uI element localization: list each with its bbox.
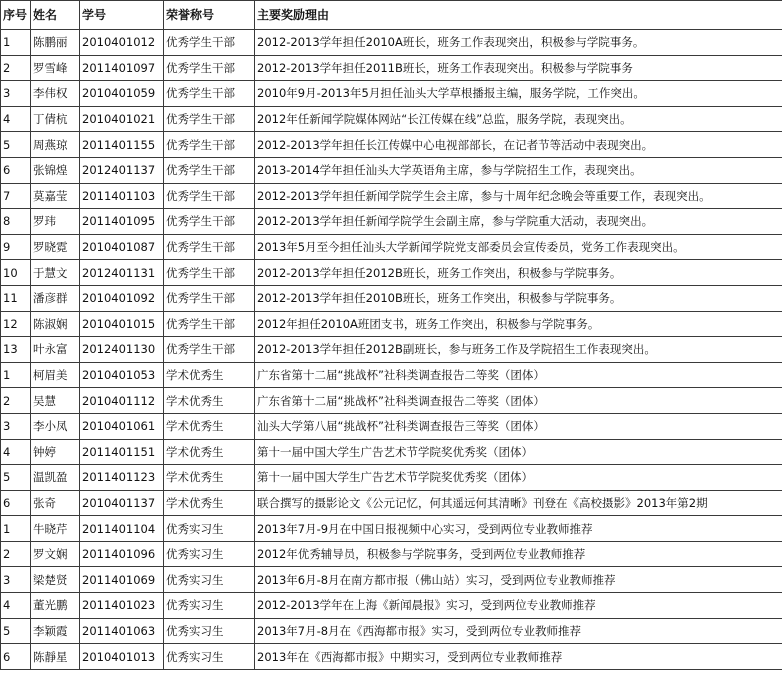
cell-honor-title[interactable]: 优秀学生干部 (164, 260, 255, 286)
cell-award-reason[interactable]: 第十一届中国大学生广告艺术节学院奖优秀奖（团体） (255, 439, 782, 465)
cell-serial-number[interactable]: 5 (1, 132, 31, 158)
cell-student-id[interactable]: 2011401151 (80, 439, 164, 465)
cell-honor-title[interactable]: 优秀学生干部 (164, 183, 255, 209)
cell-honor-title[interactable]: 优秀学生干部 (164, 30, 255, 56)
table-row (1, 618, 782, 644)
cell-name[interactable]: 牛晓芹 (31, 516, 80, 542)
cell-award-reason[interactable]: 2012-2013学年担任2012B班长，班务工作突出，积极参与学院事务。 (255, 260, 782, 286)
cell-student-id[interactable]: 2010401092 (80, 285, 164, 311)
cell-award-reason[interactable]: 2012-2013学年担任新闻学院学生会副主席，参与学院重大活动，表现突出。 (255, 209, 782, 235)
cell-award-reason[interactable]: 广东省第十二届“挑战杯”社科类调查报告二等奖（团体） (255, 388, 782, 414)
cell-serial-number[interactable]: 12 (1, 311, 31, 337)
cell-honor-title[interactable]: 优秀学生干部 (164, 106, 255, 132)
cell-student-id[interactable]: 2011401155 (80, 132, 164, 158)
cell-honor-title[interactable]: 学术优秀生 (164, 490, 255, 516)
cell-honor-title[interactable]: 学术优秀生 (164, 465, 255, 491)
cell-serial-number[interactable]: 3 (1, 81, 31, 107)
header-award-reason[interactable]: 主要奖励理由 (255, 1, 782, 30)
cell-name[interactable]: 董光鹏 (31, 593, 80, 619)
cell-name[interactable]: 罗文娴 (31, 541, 80, 567)
cell-award-reason[interactable]: 汕头大学第八届“挑战杯”社科类调查报告三等奖（团体） (255, 413, 782, 439)
cell-serial-number[interactable]: 2 (1, 388, 31, 414)
cell-student-id[interactable]: 2012401137 (80, 157, 164, 183)
cell-serial-number[interactable]: 6 (1, 157, 31, 183)
table-row (1, 132, 782, 158)
table-row (1, 209, 782, 235)
table-row (1, 413, 782, 439)
cell-honor-title[interactable]: 优秀学生干部 (164, 285, 255, 311)
cell-honor-title[interactable]: 优秀实习生 (164, 567, 255, 593)
cell-honor-title[interactable]: 学术优秀生 (164, 362, 255, 388)
cell-serial-number[interactable]: 3 (1, 413, 31, 439)
cell-student-id[interactable]: 2011401104 (80, 516, 164, 542)
cell-name[interactable]: 于慧文 (31, 260, 80, 286)
cell-honor-title[interactable]: 优秀学生干部 (164, 234, 255, 260)
cell-award-reason[interactable]: 广东省第十二届“挑战杯”社科类调查报告二等奖（团体） (255, 362, 782, 388)
cell-serial-number[interactable]: 11 (1, 285, 31, 311)
cell-student-id[interactable]: 2011401096 (80, 541, 164, 567)
cell-award-reason[interactable]: 2013-2014学年担任汕头大学英语角主席，参与学院招生工作，表现突出。 (255, 157, 782, 183)
cell-award-reason[interactable]: 2013年6月-8月在南方都市报（佛山站）实习，受到两位专业教师推荐 (255, 567, 782, 593)
cell-honor-title[interactable]: 优秀实习生 (164, 541, 255, 567)
cell-serial-number[interactable]: 3 (1, 567, 31, 593)
cell-name[interactable]: 陈鹏丽 (31, 30, 80, 56)
table-row (1, 644, 782, 670)
cell-award-reason[interactable]: 2013年7月-8月在《西海都市报》实习，受到两位专业教师推荐 (255, 618, 782, 644)
cell-name[interactable]: 陈靜星 (31, 644, 80, 670)
cell-serial-number[interactable]: 4 (1, 106, 31, 132)
cell-serial-number[interactable]: 1 (1, 362, 31, 388)
cell-serial-number[interactable]: 10 (1, 260, 31, 286)
table-row (1, 337, 782, 363)
cell-name[interactable]: 叶永富 (31, 337, 80, 363)
table-row (1, 362, 782, 388)
table-row (1, 30, 782, 56)
cell-student-id[interactable]: 2011401063 (80, 618, 164, 644)
table-row (1, 439, 782, 465)
header-honor-title[interactable]: 荣誉称号 (164, 1, 255, 30)
cell-name[interactable]: 张锦煌 (31, 157, 80, 183)
cell-honor-title[interactable]: 学术优秀生 (164, 388, 255, 414)
cell-serial-number[interactable]: 6 (1, 490, 31, 516)
cell-serial-number[interactable]: 1 (1, 516, 31, 542)
cell-name[interactable]: 罗晓霓 (31, 234, 80, 260)
cell-award-reason[interactable]: 联合撰写的摄影论文《公元记忆，何其遥远何其清晰》刊登在《高校摄影》2013年第2期 (255, 490, 782, 516)
cell-name[interactable]: 罗玮 (31, 209, 80, 235)
cell-award-reason[interactable]: 2012-2013学年担任新闻学院学生会主席，参与十周年纪念晚会等重要工作，表现突出。 (255, 183, 782, 209)
table-row (1, 465, 782, 491)
table-row (1, 234, 782, 260)
cell-serial-number[interactable]: 4 (1, 439, 31, 465)
cell-student-id[interactable]: 2010401059 (80, 81, 164, 107)
cell-honor-title[interactable]: 优秀学生干部 (164, 157, 255, 183)
cell-honor-title[interactable]: 优秀学生干部 (164, 55, 255, 81)
cell-name[interactable]: 周燕琼 (31, 132, 80, 158)
cell-award-reason[interactable]: 2012-2013学年担任2010B班长，班务工作突出，积极参与学院事务。 (255, 285, 782, 311)
cell-name[interactable]: 李小凤 (31, 413, 80, 439)
table-row (1, 541, 782, 567)
cell-name[interactable]: 梁楚贤 (31, 567, 80, 593)
cell-honor-title[interactable]: 优秀实习生 (164, 618, 255, 644)
cell-name[interactable]: 潘彦群 (31, 285, 80, 311)
cell-honor-title[interactable]: 优秀学生干部 (164, 132, 255, 158)
cell-serial-number[interactable]: 13 (1, 337, 31, 363)
cell-student-id[interactable]: 2010401021 (80, 106, 164, 132)
cell-serial-number[interactable]: 8 (1, 209, 31, 235)
cell-student-id[interactable]: 2011401103 (80, 183, 164, 209)
table-row (1, 593, 782, 619)
cell-student-id[interactable]: 2010401012 (80, 30, 164, 56)
cell-name[interactable]: 罗雪峰 (31, 55, 80, 81)
cell-student-id[interactable]: 2010401061 (80, 413, 164, 439)
cell-honor-title[interactable]: 优秀学生干部 (164, 209, 255, 235)
cell-honor-title[interactable]: 学术优秀生 (164, 413, 255, 439)
cell-name[interactable]: 李伟权 (31, 81, 80, 107)
cell-honor-title[interactable]: 优秀实习生 (164, 593, 255, 619)
table-row (1, 106, 782, 132)
cell-serial-number[interactable]: 5 (1, 465, 31, 491)
cell-student-id[interactable]: 2011401123 (80, 465, 164, 491)
cell-name[interactable]: 张奇 (31, 490, 80, 516)
cell-award-reason[interactable]: 2012年任新闻学院媒体网站“长江传媒在线”总监，服务学院，表现突出。 (255, 106, 782, 132)
cell-student-id[interactable]: 2011401023 (80, 593, 164, 619)
table-row (1, 490, 782, 516)
cell-award-reason[interactable]: 2012-2013学年担任长江传媒中心电视部部长，在记者节等活动中表现突出。 (255, 132, 782, 158)
cell-name[interactable]: 陈淑娴 (31, 311, 80, 337)
cell-student-id[interactable]: 2011401097 (80, 55, 164, 81)
cell-name[interactable]: 丁倩杭 (31, 106, 80, 132)
table-body (1, 30, 782, 670)
header-serial-number[interactable]: 序号 (1, 1, 31, 30)
cell-honor-title[interactable]: 学术优秀生 (164, 439, 255, 465)
cell-name[interactable]: 温凯盈 (31, 465, 80, 491)
cell-student-id[interactable]: 2012401131 (80, 260, 164, 286)
cell-student-id[interactable]: 2010401013 (80, 644, 164, 670)
cell-student-id[interactable]: 2011401095 (80, 209, 164, 235)
table-row (1, 285, 782, 311)
cell-award-reason[interactable]: 第十一届中国大学生广告艺术节学院奖优秀奖（团体） (255, 465, 782, 491)
table-row (1, 157, 782, 183)
cell-honor-title[interactable]: 优秀学生干部 (164, 337, 255, 363)
cell-name[interactable]: 柯眉美 (31, 362, 80, 388)
cell-award-reason[interactable]: 2012年担任2010A班团支书，班务工作突出，积极参与学院事务。 (255, 311, 782, 337)
cell-serial-number[interactable]: 2 (1, 55, 31, 81)
cell-honor-title[interactable]: 优秀学生干部 (164, 311, 255, 337)
cell-name[interactable]: 钟婷 (31, 439, 80, 465)
cell-serial-number[interactable]: 6 (1, 644, 31, 670)
cell-student-id[interactable]: 2011401069 (80, 567, 164, 593)
table-row (1, 260, 782, 286)
table-row (1, 567, 782, 593)
cell-serial-number[interactable]: 5 (1, 618, 31, 644)
table-row (1, 516, 782, 542)
cell-honor-title[interactable]: 优秀实习生 (164, 644, 255, 670)
cell-honor-title[interactable]: 优秀实习生 (164, 516, 255, 542)
table-row (1, 183, 782, 209)
cell-name[interactable]: 吴慧 (31, 388, 80, 414)
cell-award-reason[interactable]: 2012年优秀辅导员，积极参与学院事务，受到两位专业教师推荐 (255, 541, 782, 567)
cell-student-id[interactable]: 2010401112 (80, 388, 164, 414)
header-student-id[interactable]: 学号 (80, 1, 164, 30)
cell-student-id[interactable]: 2010401015 (80, 311, 164, 337)
cell-student-id[interactable]: 2012401130 (80, 337, 164, 363)
cell-name[interactable]: 莫嘉莹 (31, 183, 80, 209)
cell-name[interactable]: 李颖霞 (31, 618, 80, 644)
cell-honor-title[interactable]: 优秀学生干部 (164, 81, 255, 107)
cell-student-id[interactable]: 2010401137 (80, 490, 164, 516)
cell-serial-number[interactable]: 2 (1, 541, 31, 567)
header-name[interactable]: 姓名 (31, 1, 80, 30)
cell-award-reason[interactable]: 2012-2013学年担任2011B班长，班务工作表现突出。积极参与学院事务 (255, 55, 782, 81)
table-row (1, 311, 782, 337)
cell-serial-number[interactable]: 9 (1, 234, 31, 260)
cell-student-id[interactable]: 2010401087 (80, 234, 164, 260)
cell-award-reason[interactable]: 2012-2013学年担任2012B副班长，参与班务工作及学院招生工作表现突出。 (255, 337, 782, 363)
cell-serial-number[interactable]: 7 (1, 183, 31, 209)
cell-serial-number[interactable]: 1 (1, 30, 31, 56)
cell-student-id[interactable]: 2010401053 (80, 362, 164, 388)
cell-award-reason[interactable]: 2013年在《西海都市报》中期实习，受到两位专业教师推荐 (255, 644, 782, 670)
cell-award-reason[interactable]: 2013年7月-9月在中国日报视频中心实习，受到两位专业教师推荐 (255, 516, 782, 542)
cell-award-reason[interactable]: 2010年9月-2013年5月担任汕头大学草根播报主编，服务学院，工作突出。 (255, 81, 782, 107)
table-row (1, 81, 782, 107)
cell-award-reason[interactable]: 2013年5月至今担任汕头大学新闻学院党支部委员会宣传委员，党务工作表现突出。 (255, 234, 782, 260)
cell-award-reason[interactable]: 2012-2013学年在上海《新闻晨报》实习，受到两位专业教师推荐 (255, 593, 782, 619)
table-row (1, 55, 782, 81)
cell-serial-number[interactable]: 4 (1, 593, 31, 619)
cell-award-reason[interactable]: 2012-2013学年担任2010A班长，班务工作表现突出，积极参与学院事务。 (255, 30, 782, 56)
table-row (1, 388, 782, 414)
header-row (1, 1, 782, 30)
